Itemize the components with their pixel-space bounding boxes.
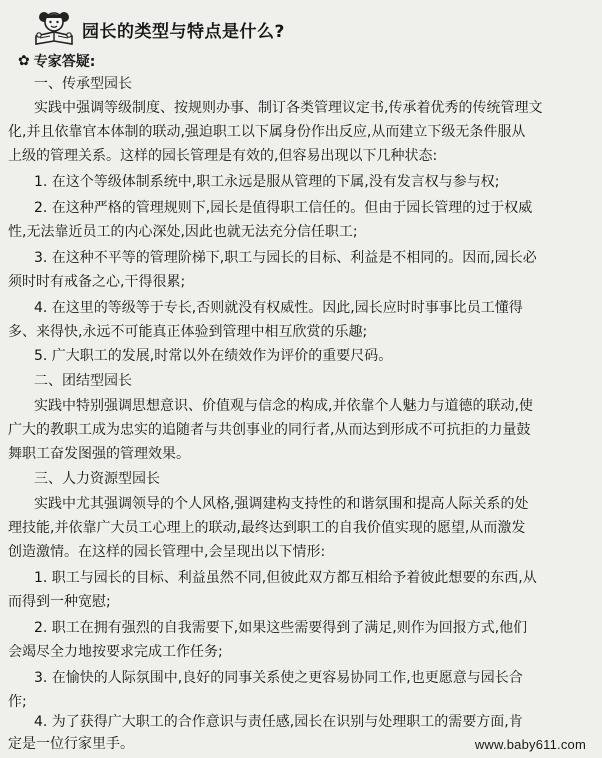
title-row	[30, 8, 285, 48]
text-line: 定是一位行家里手。	[8, 736, 134, 752]
text-line: 会竭尽全力地按要求完成工作任务;	[8, 644, 223, 660]
text-line: 理技能,并依靠广大员工心理上的联动,最终达到职工的自我价值实现的愿望,从而激发	[8, 520, 526, 536]
text-line: 舞职工奋发图强的管理效果。	[8, 446, 190, 462]
text-line: 1. 在这个等级体制系统中,职工永远是服从管理的下属,没有发言权与参与权;	[34, 174, 500, 190]
section-heading: 一、传承型园长	[34, 76, 132, 92]
expert-answer-heading	[18, 51, 95, 71]
text-line: 3. 在这种不平等的管理阶梯下,职工与园长的目标、利益是不相同的。因而,园长必	[34, 250, 537, 266]
text-line: 1. 职工与园长的目标、利益虽然不同,但彼此双方都互相给予着彼此想要的东西,从	[34, 570, 537, 586]
text-line: 4. 在这里的等级等于专长,否则就没有权威性。因此,园长应时时事事比员工懂得	[34, 300, 523, 316]
text-line: 性,无法靠近员工的内心深处,因此也就无法充分信任职工;	[8, 224, 358, 240]
text-line: 须时时有戒备之心,干得很累;	[8, 274, 186, 290]
text-line: 实践中强调等级制度、按规则办事、制订各类管理议定书,传承着优秀的传统管理文	[34, 100, 543, 116]
text-line: 2. 职工在拥有强烈的自我需要下,如果这些需要得到了满足,则作为回报方式,他们	[34, 620, 528, 636]
text-line: 2. 在这种严格的管理规则下,园长是值得职工信任的。但由于园长管理的过于权威	[34, 200, 533, 216]
flower-icon: ✿	[18, 53, 30, 69]
text-line: 作;	[8, 694, 27, 710]
watermark: www.baby611.com	[474, 737, 586, 752]
text-line: 上级的管理关系。这样的园长管理是有效的,但容易出现以下几种状态:	[8, 148, 438, 164]
section-heading: 二、团结型园长	[34, 373, 132, 389]
text-line: 广大的教职工成为忠实的追随者与共创事业的同行者,从而达到形成不可抗拒的力量鼓	[8, 422, 531, 438]
text-line: 4. 为了获得广大职工的合作意识与责任感,园长在识别与处理职工的需要方面,肯	[34, 714, 523, 730]
text-line: 而得到一种宽慰;	[8, 594, 111, 610]
text-line: 实践中特别强调思想意识、价值观与信念的构成,并依靠个人魅力与道德的联动,使	[34, 398, 533, 414]
text-line: 多、来得快,永远不可能真正体验到管理中相互欣赏的乐趣;	[8, 324, 368, 340]
section-heading: 三、人力资源型园长	[34, 471, 160, 487]
text-line: 实践中尤其强调领导的个人风格,强调建构支持性的和谐氛围和提高人际关系的处	[34, 496, 529, 512]
expert-label: 专家答疑:	[33, 54, 96, 70]
text-line: 化,并且依靠官本体制的联动,强迫职工以下属身份作出反应,从而建立下级无条件服从	[8, 124, 526, 140]
page-title: 园长的类型与特点是什么?	[82, 21, 285, 42]
text-line: 3. 在愉快的人际氛围中,良好的同事关系使之更容易协同工作,也更愿意与园长合	[34, 670, 523, 686]
text-line: 5. 广大职工的发展,时常以外在绩效作为评价的重要尺码。	[34, 348, 393, 364]
text-line: 创造激情。在这样的园长管理中,会呈现出以下情形:	[8, 544, 326, 560]
child-reading-icon	[30, 8, 78, 48]
